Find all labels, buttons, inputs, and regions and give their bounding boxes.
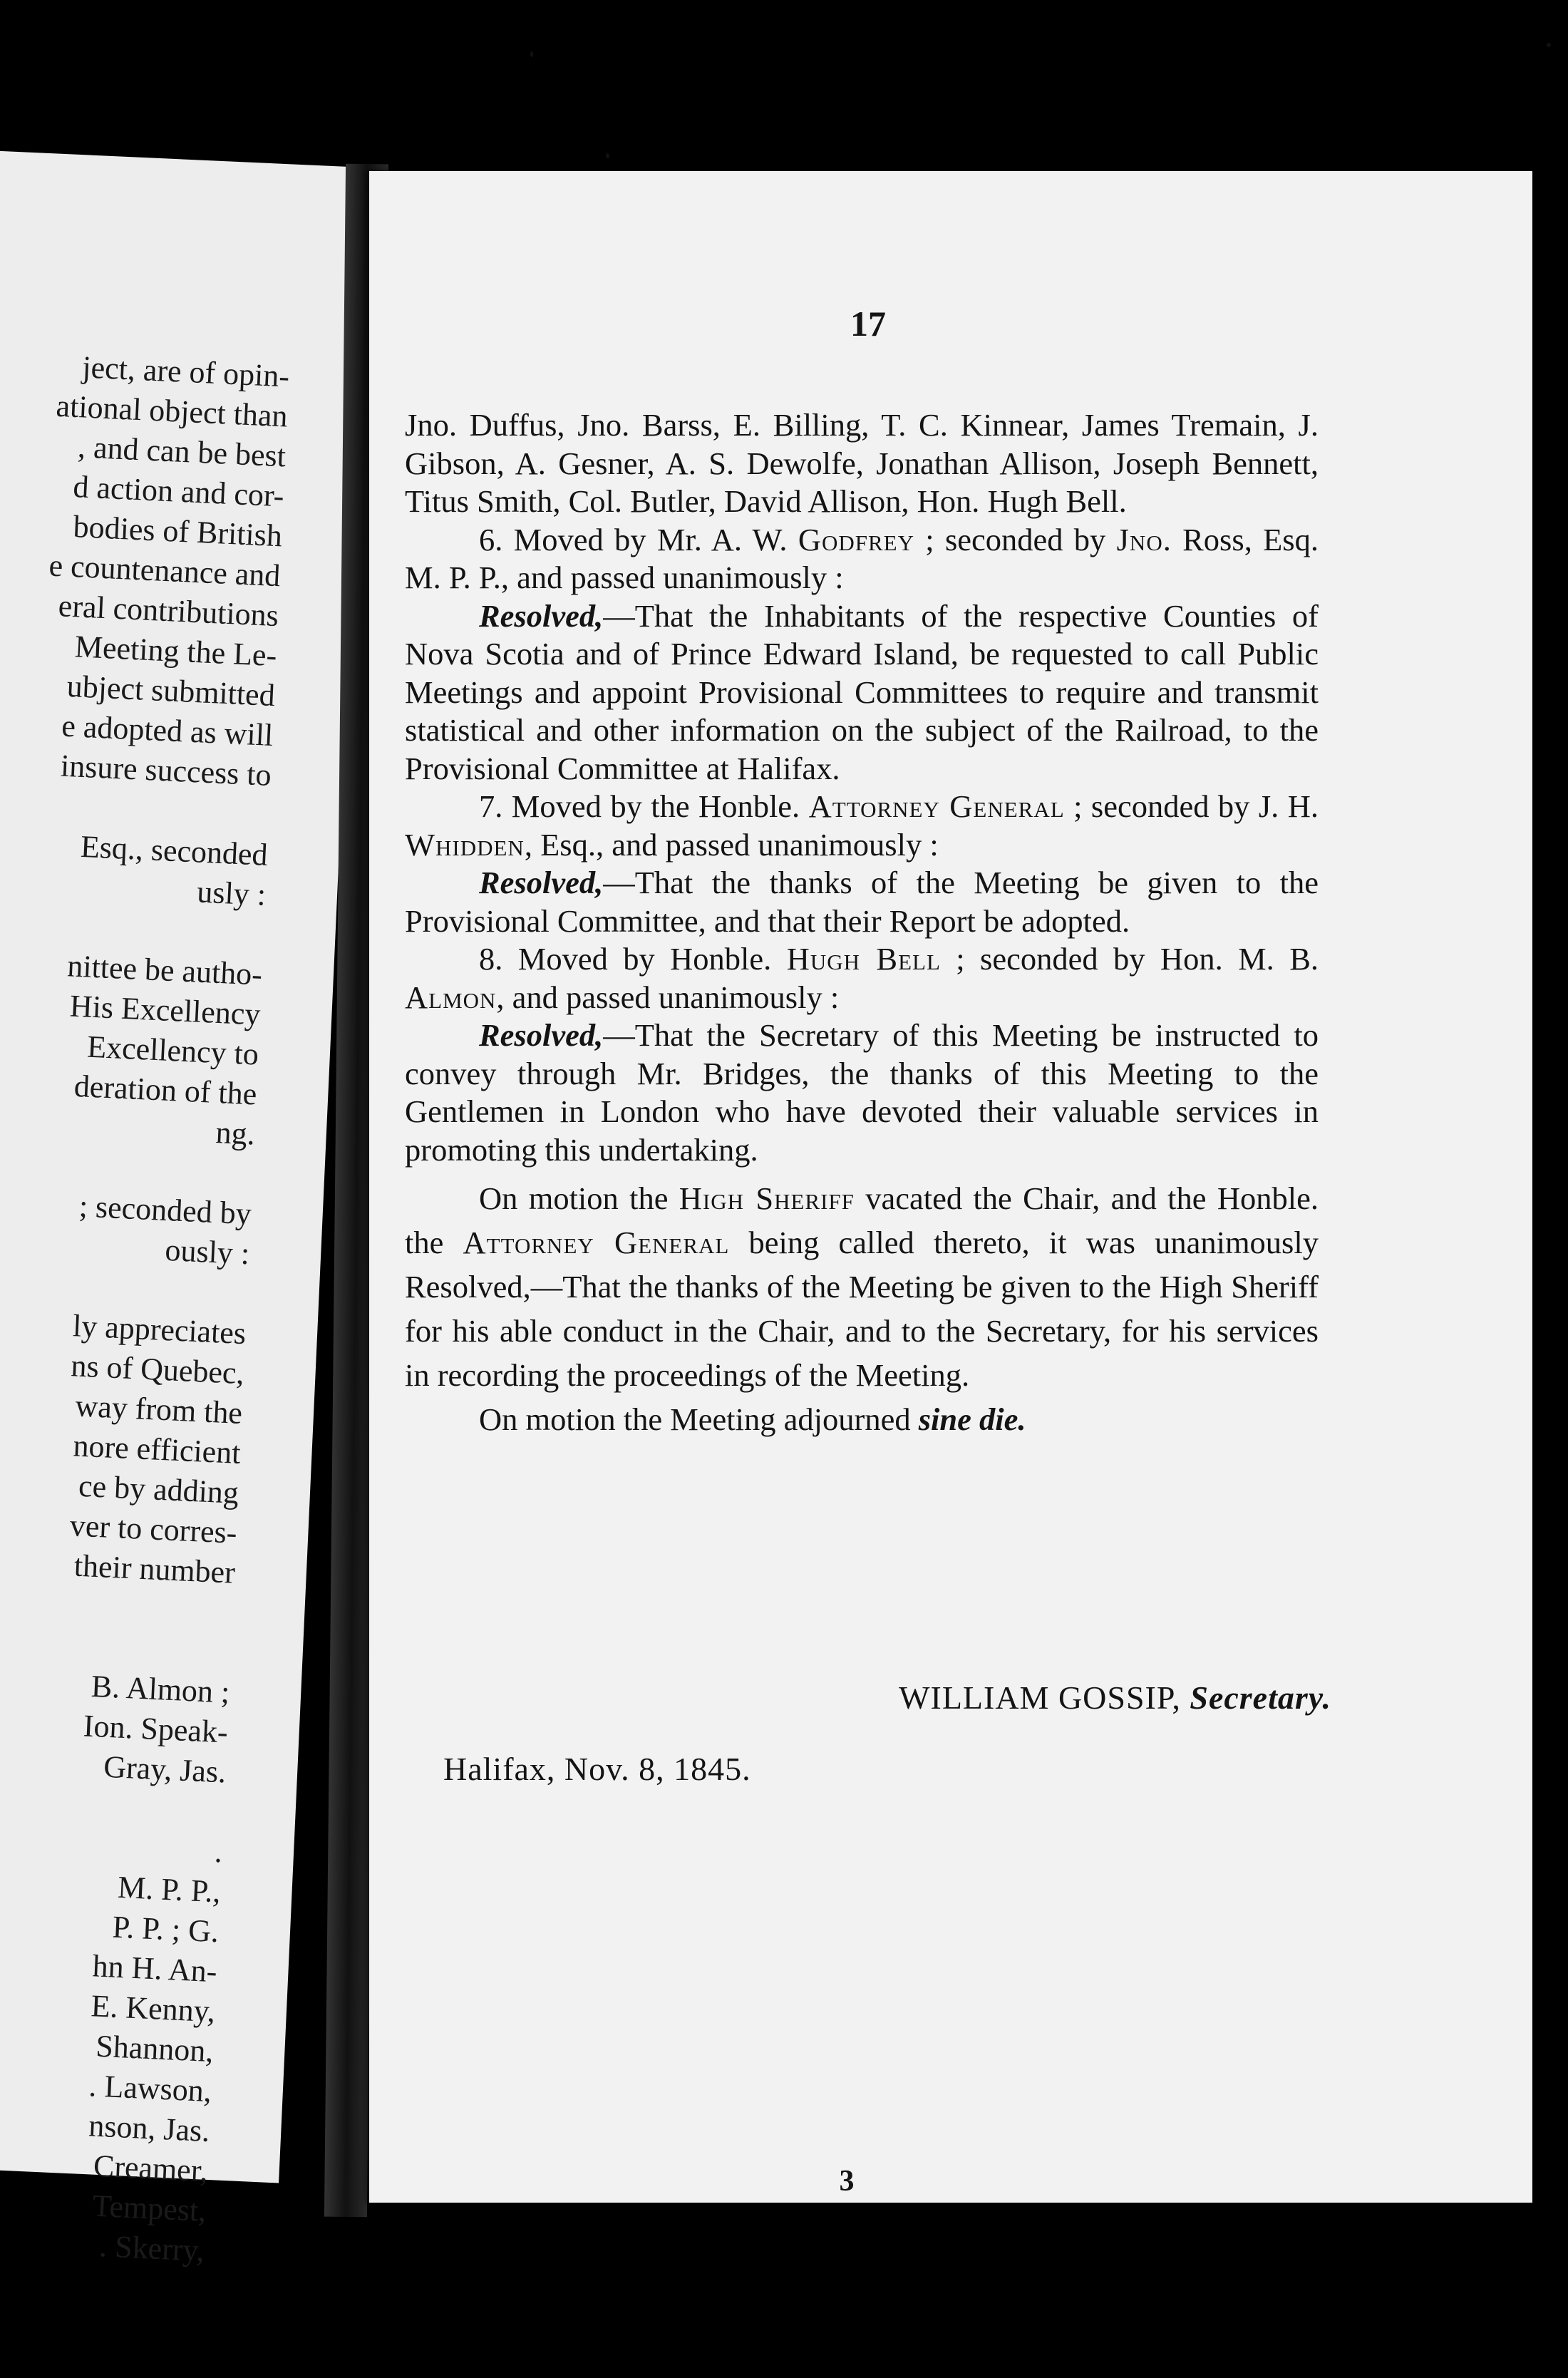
left-page-line: e adopted as will	[61, 708, 274, 753]
left-page-line: P. P. ; G.	[111, 1909, 220, 1950]
left-page-line: ver to corres-	[68, 1508, 238, 1550]
left-page-line: , and can be best	[77, 429, 287, 474]
left-page-line: ject, are of opin-	[81, 349, 291, 394]
left-page-line: nittee be autho-	[66, 948, 264, 992]
left-page-line: deration of the	[73, 1068, 258, 1112]
left-page-line: Gray, Jas.	[103, 1749, 227, 1790]
closing-motion: On motion the High Sheriff vacated the Chair, and the Honble. the Attorney General being called thereto, it was unanimously Resolved,—That the thanks of the Meeting be given to the High Sheriff for his able conduct in the Chair, and to the Secretary, for his services in recording the proceedings of the Meeting.	[405, 1180, 1319, 1393]
left-page-line: e countenance and	[48, 547, 282, 594]
left-page-line: Esq., seconded	[79, 828, 269, 873]
resolution-6: Resolved,—That the Inhabitants of the respective Counties of Nova Scotia and of Prince Edward Island, be requested to call Public Meetings and appoint Provisional Committees to require and transmit statistical and other information on the subject of the Railroad, to the Provisional Committee at Halifax.	[405, 597, 1319, 786]
left-page-line: .	[213, 1833, 224, 1870]
left-page-line: ; seconded by	[78, 1188, 252, 1232]
left-page-line: B. Almon ;	[90, 1668, 231, 1710]
left-page-line: E. Kenny,	[90, 1988, 216, 2029]
left-page-line: nore efficient	[72, 1428, 242, 1471]
left-page-line: usly :	[196, 874, 267, 912]
right-page	[369, 171, 1532, 2203]
left-page-line: ly appreciates	[72, 1308, 247, 1352]
page-body	[405, 406, 1319, 1441]
left-page-line: bodies of British	[72, 509, 283, 554]
signature-mark: 3	[839, 2165, 855, 2198]
motion-8: 8. Moved by Honble. Hugh Bell ; seconded by Hon. M. B. Almon, and passed unanimously :	[405, 941, 1319, 1015]
left-page-line: Creamer,	[93, 2148, 209, 2188]
adjournment: On motion the Meeting adjourned sine die.	[479, 1401, 1026, 1437]
left-page-line: . Lawson,	[88, 2068, 212, 2109]
left-page-line: hn H. An-	[91, 1948, 218, 1990]
date-line: Halifax, Nov. 8, 1845.	[443, 1751, 751, 1787]
left-page-line: Ion. Speak-	[82, 1708, 229, 1750]
dust-speck	[1547, 43, 1551, 47]
left-page-line: M. P. P.,	[117, 1869, 222, 1910]
motion-7: 7. Moved by the Honble. Attorney General ; seconded by J. H. Whidden, Esq., and passed unanimously :	[405, 788, 1319, 863]
left-page-text	[0, 342, 333, 2273]
signature-line: WILLIAM GOSSIP, Secretary.	[899, 1679, 1331, 1716]
left-page-line: nson, Jas.	[88, 2108, 211, 2148]
page-number: 17	[850, 304, 886, 344]
left-page-line: their number	[73, 1548, 236, 1590]
left-page-line: Tempest,	[91, 2188, 207, 2228]
left-page-line: eral contributions	[57, 588, 279, 634]
dust-speck	[530, 51, 533, 57]
left-page-line: insure success to	[60, 748, 272, 793]
dust-speck	[606, 153, 609, 158]
left-page-line: ns of Quebec,	[70, 1348, 245, 1391]
left-page-line: ational object than	[55, 388, 289, 434]
left-page-line: way from the	[74, 1388, 244, 1431]
left-page-line: . Skerry,	[98, 2228, 205, 2268]
left-page-fragment	[0, 150, 370, 2268]
left-page-line: Meeting the Le-	[73, 629, 278, 674]
left-page-line: Shannon,	[95, 2028, 215, 2069]
left-page-line: Excellency to	[86, 1029, 259, 1072]
left-page-line: ce by adding	[78, 1468, 240, 1510]
left-page-line: d action and cor-	[72, 468, 285, 514]
left-page-line: His Excellency	[68, 988, 262, 1032]
resolution-8: Resolved,—That the Secretary of this Meeting be instructed to convey through Mr. Bridges, the thanks of this Meeting to the Gentlemen in London who have devoted their valuable services in promoting this undertaking.	[405, 1017, 1319, 1168]
left-page-line: ubject submitted	[66, 668, 276, 714]
motion-6: 6. Moved by Mr. A. W. Godfrey ; seconded by Jno. Ross, Esq. M. P. P., and passed unanimously :	[405, 521, 1319, 595]
names-list-paragraph: Jno. Duffus, Jno. Barss, E. Billing, T. C. Kinnear, James Tremain, J. Gibson, A. Gesner, A. S. Dewolfe, Jonathan Allison, Joseph Bennett, Titus Smith, Col. Butler, David Allison, Hon. Hugh Bell.	[405, 407, 1319, 519]
resolution-7: Resolved,—That the thanks of the Meeting be given to the Provisional Committee, and that their Report be adopted.	[405, 865, 1319, 939]
left-page-line: ously :	[164, 1232, 251, 1272]
left-page-line: ng.	[215, 1114, 256, 1152]
